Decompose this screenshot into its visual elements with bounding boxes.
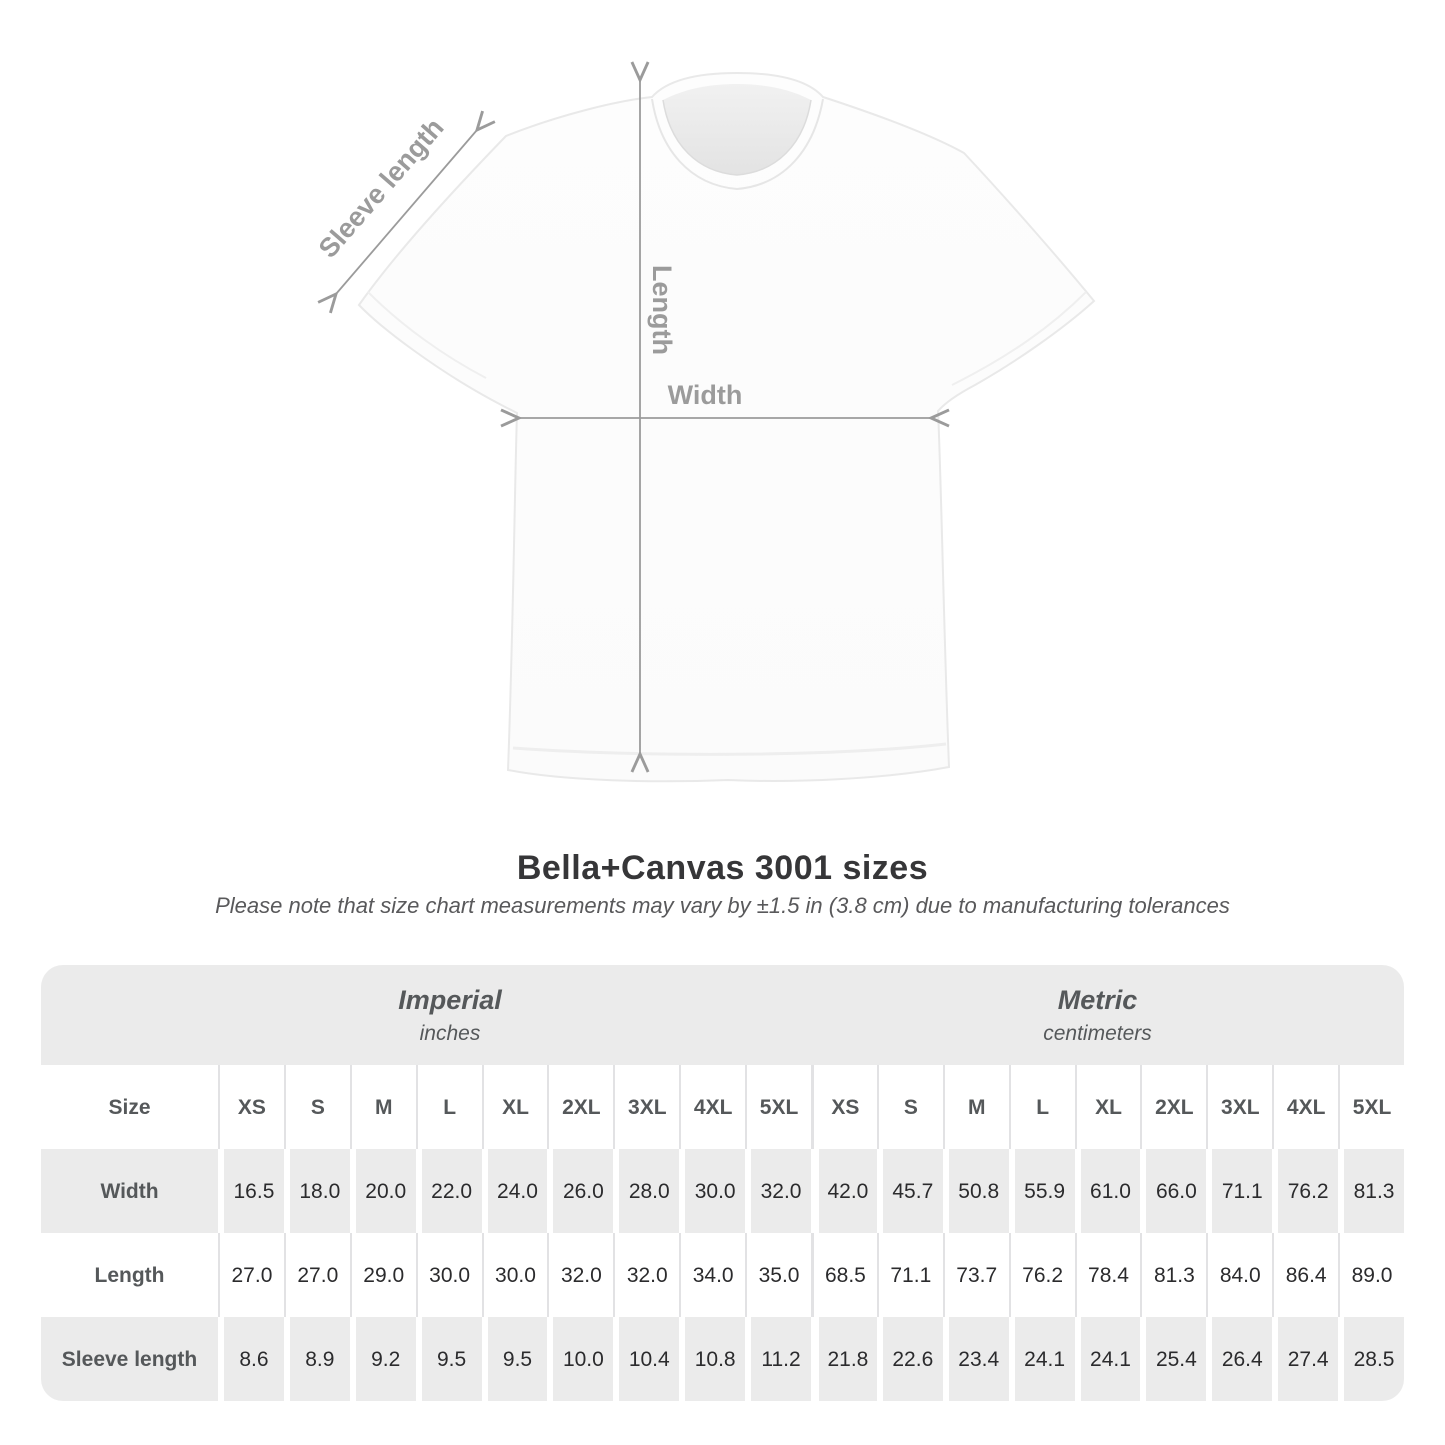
tolerance-note: Please note that size chart measurements may vary by ±1.5 in (3.8 cm) due to manufacturing tolerances	[215, 893, 1230, 918]
size-header-row	[41, 1065, 1404, 1149]
length-arrow-label: Length	[647, 265, 677, 355]
measurement-value-metric: 25.4	[1140, 1317, 1206, 1401]
measurement-value-imperial: 28.0	[613, 1149, 679, 1233]
measurement-value-metric: 73.7	[943, 1233, 1009, 1317]
size-col-header: 4XL	[1272, 1065, 1338, 1149]
size-col-header: 5XL	[1338, 1065, 1404, 1149]
unit-header-band	[41, 965, 1404, 1065]
measurement-value-imperial: 8.9	[284, 1317, 350, 1401]
sleeve-length-arrow-label: Sleeve length	[312, 112, 450, 264]
size-col-header: 3XL	[613, 1065, 679, 1149]
measurement-row-label: Sleeve length	[61, 1347, 198, 1371]
measurement-value-imperial: 11.2	[745, 1317, 811, 1401]
size-chart-table	[41, 965, 1404, 1401]
size-col-header: 3XL	[1206, 1065, 1272, 1149]
measurement-value-metric: 24.1	[1075, 1317, 1141, 1401]
size-col-header: XL	[1075, 1065, 1141, 1149]
measurement-value-imperial: 16.5	[218, 1149, 284, 1233]
width-arrow-label: Width	[667, 380, 743, 410]
measurement-value-metric: 27.4	[1272, 1317, 1338, 1401]
measurement-value-metric: 26.4	[1206, 1317, 1272, 1401]
measurement-row	[41, 1149, 1404, 1233]
size-col-header: L	[1009, 1065, 1075, 1149]
measurement-value-imperial: 27.0	[284, 1233, 350, 1317]
measurement-row-label: Width	[100, 1179, 159, 1203]
measurement-value-imperial: 29.0	[350, 1233, 416, 1317]
size-col-header: 2XL	[547, 1065, 613, 1149]
measurement-value-imperial: 30.0	[416, 1233, 482, 1317]
measurement-value-imperial: 8.6	[218, 1317, 284, 1401]
measurement-value-imperial: 10.0	[547, 1317, 613, 1401]
size-col-header: M	[350, 1065, 416, 1149]
measurement-value-metric: 78.4	[1075, 1233, 1141, 1317]
size-col-header: S	[284, 1065, 350, 1149]
measurement-value-metric: 42.0	[811, 1149, 877, 1233]
size-col-header: XL	[482, 1065, 548, 1149]
measurement-row-label: Length	[94, 1263, 165, 1287]
measurement-value-imperial: 35.0	[745, 1233, 811, 1317]
measurement-value-metric: 21.8	[811, 1317, 877, 1401]
imperial-label: Imperial	[398, 984, 502, 1015]
size-col-header: XS	[218, 1065, 284, 1149]
measurement-value-imperial: 32.0	[547, 1233, 613, 1317]
measurement-value-metric: 81.3	[1338, 1149, 1404, 1233]
measurement-value-metric: 86.4	[1272, 1233, 1338, 1317]
measurement-value-metric: 45.7	[877, 1149, 943, 1233]
measurement-value-imperial: 34.0	[679, 1233, 745, 1317]
measurement-value-metric: 68.5	[811, 1233, 877, 1317]
measurement-value-metric: 76.2	[1009, 1233, 1075, 1317]
measurement-value-imperial: 30.0	[679, 1149, 745, 1233]
measurement-value-metric: 55.9	[1009, 1149, 1075, 1233]
imperial-group-header	[41, 965, 811, 1065]
measurement-value-imperial: 9.5	[482, 1317, 548, 1401]
size-corner-header: Size	[108, 1095, 151, 1119]
imperial-unit: inches	[419, 1021, 481, 1045]
measurement-value-imperial: 27.0	[218, 1233, 284, 1317]
size-col-header: M	[943, 1065, 1009, 1149]
measurement-value-metric: 66.0	[1140, 1149, 1206, 1233]
size-col-header: 5XL	[745, 1065, 811, 1149]
measurement-value-imperial: 9.2	[350, 1317, 416, 1401]
measurement-value-metric: 61.0	[1075, 1149, 1141, 1233]
measurement-value-imperial: 22.0	[416, 1149, 482, 1233]
metric-group-header	[811, 965, 1404, 1065]
measurement-value-imperial: 10.4	[613, 1317, 679, 1401]
measurement-value-imperial: 26.0	[547, 1149, 613, 1233]
measurement-value-imperial: 32.0	[745, 1149, 811, 1233]
metric-label: Metric	[1057, 984, 1138, 1015]
measurement-value-metric: 76.2	[1272, 1149, 1338, 1233]
size-col-header: XS	[811, 1065, 877, 1149]
metric-unit: centimeters	[1043, 1021, 1152, 1045]
measurement-row	[41, 1233, 1404, 1317]
page-title: Bella+Canvas 3001 sizes	[516, 849, 929, 887]
measurement-value-metric: 28.5	[1338, 1317, 1404, 1401]
measurement-value-metric: 71.1	[877, 1233, 943, 1317]
measurement-value-imperial: 30.0	[482, 1233, 548, 1317]
size-col-header: 4XL	[679, 1065, 745, 1149]
measurement-value-imperial: 10.8	[679, 1317, 745, 1401]
size-col-header: L	[416, 1065, 482, 1149]
size-col-header: 2XL	[1140, 1065, 1206, 1149]
measurement-value-metric: 81.3	[1140, 1233, 1206, 1317]
measurement-value-imperial: 20.0	[350, 1149, 416, 1233]
tshirt-photo	[359, 73, 1094, 781]
measurement-value-imperial: 9.5	[416, 1317, 482, 1401]
measurement-value-metric: 23.4	[943, 1317, 1009, 1401]
measurement-value-metric: 71.1	[1206, 1149, 1272, 1233]
measurement-value-metric: 50.8	[943, 1149, 1009, 1233]
measurement-value-imperial: 18.0	[284, 1149, 350, 1233]
measurement-value-metric: 24.1	[1009, 1317, 1075, 1401]
measurement-value-imperial: 32.0	[613, 1233, 679, 1317]
measurement-row	[41, 1317, 1404, 1401]
size-col-header: S	[877, 1065, 943, 1149]
measurement-value-imperial: 24.0	[482, 1149, 548, 1233]
measurement-value-metric: 89.0	[1338, 1233, 1404, 1317]
measurement-value-metric: 84.0	[1206, 1233, 1272, 1317]
measurement-value-metric: 22.6	[877, 1317, 943, 1401]
